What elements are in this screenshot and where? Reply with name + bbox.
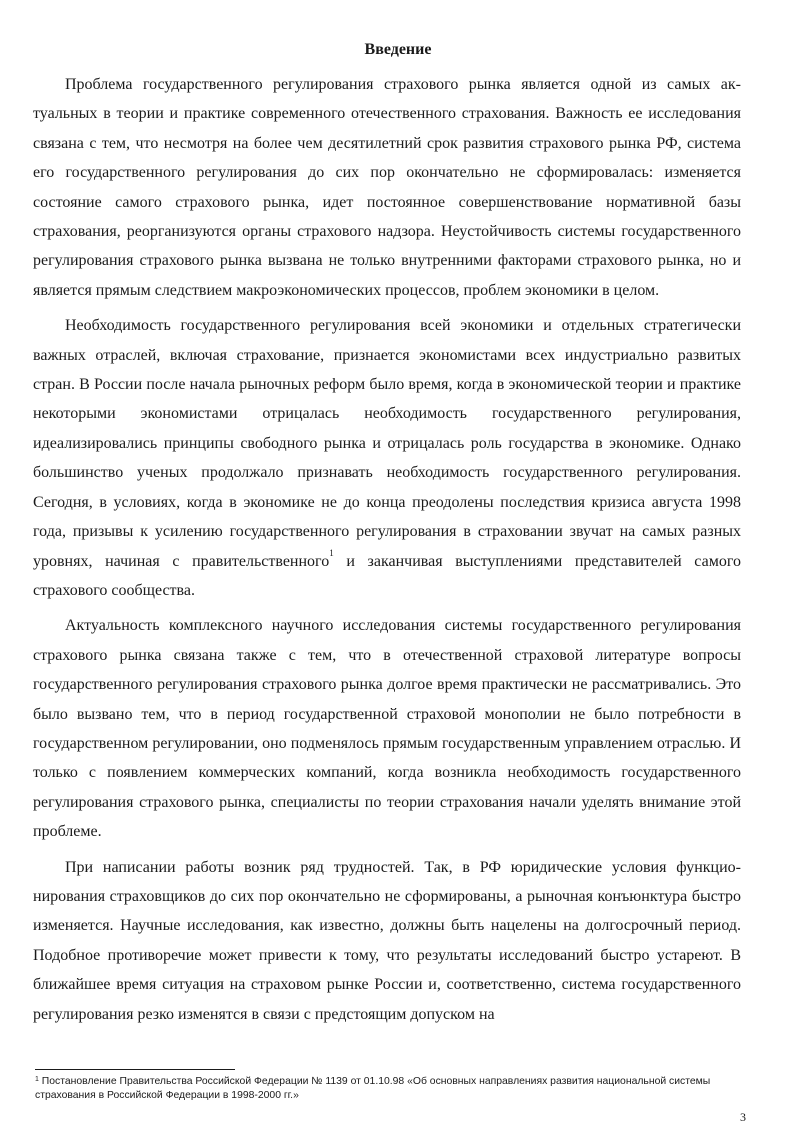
paragraph-2 bbox=[33, 311, 741, 605]
paragraph-2-text: Необходимость государственного регулирования всей экономики и отдельных стратегически важных отраслей, включая страхование, признается экономистами всех индустриально развитых стран. В России после начала рыночных реформ было время, когда в экономической теории и практике некоторыми экономистами отрицалась необходимость государственного регулирования, идеализировались принципы свободного рынка и отрицалась роль государства в экономике. Однако большинство ученых продолжало признавать необходимость государственного регулирования. Сегодня, в условиях, когда в экономике не до конца преодолены последствия кризиса августа 1998 года, призывы к усилению государственного регулирования в страховании звучат на самых разных уровнях, начиная с правительственного bbox=[33, 317, 741, 570]
footnote-number: 1 bbox=[35, 1076, 39, 1083]
paragraph-2-ending: и заканчивая выступлениями представителей самого страхового сообщества. bbox=[33, 552, 741, 599]
body-text bbox=[33, 70, 741, 1035]
page-number: 3 bbox=[740, 1110, 746, 1124]
footnote-reference: 1 bbox=[329, 547, 334, 558]
footnote-divider bbox=[35, 1069, 235, 1070]
paragraph-1: Проблема государственного регулирования страхового рынка является одной из самых актуальных в теории и практике современного отечественного страхования. Важность ее исследования связана с тем, что несмотря на более чем десятилетний срок развития страхового рынка РФ, система его государственного регулирования до сих пор окончательно не сформировалась: изменяется состояние самого страхового рынка, идет постоянное совершенствование нормативной базы страхования, реорганизуются органы страхового надзора. Неустойчивость системы государственного регулирования страхового рынка вызвана не только внутренними факторами страхового рынка, но и является прямым следствием макроэкономических процессов, проблем экономики в целом. bbox=[33, 76, 741, 299]
footnote bbox=[35, 1075, 735, 1103]
section-heading: Введение bbox=[364, 41, 432, 58]
paragraph-4: При написании работы возник ряд трудностей. Так, в РФ юридические условия функционирования страховщиков до сих пор окончательно не сформированы, а рыночная конъюнктура быстро изменяется. Научные исследования, как известно, должны быть нацелены на долгосрочный период. Подобное противоречие может привести к тому, что результаты исследований быстро устареют. В ближайшее время ситуация на страховом рынке России и, соответственно, система государственного регулирования резко изменятся в связи с предстоящим допуском на bbox=[33, 858, 741, 1023]
footnote-text: Постановление Правительства Российской Федерации № 1139 от 01.10.98 «Об основных направлениях развития национальной системы страхования в Российской Федерации в 1998-2000 гг.» bbox=[35, 1076, 711, 1101]
paragraph-3: Актуальность комплексного научного исследования системы государственного регулирования страхового рынка связана также с тем, что в отечественной страховой литературе вопросы государственного регулирования страхового рынка долгое время практически не рассматривались. Это было вызвано тем, что в период государственной страховой монополии не было потребности в государственном регулировании, оно подменялось прямым государственным управлением отраслью. И только с появлением коммерческих компаний, когда возникла необходимость государственного регулирования страхового рынка, специалисты по теории страхования начали уделять внимание этой проблеме. bbox=[33, 617, 741, 841]
